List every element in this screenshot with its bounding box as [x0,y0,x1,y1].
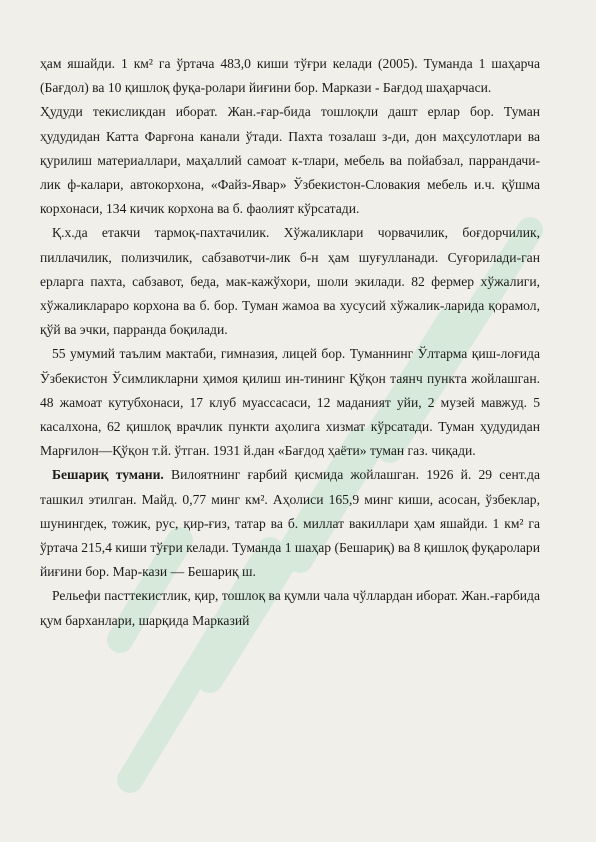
paragraph: Бешариқ тумани. Вилоятнинг ғарбий қисмида жойлашган. 1926 й. 29 сент.да ташкил этилган. Майд. 0,77 минг км². Аҳолиси 165,9 минг киши, асосан, ўзбеклар, шунингдек, тожик, рус, қир-ғиз, татар ва б. миллат вакиллари ҳам яшайди. 1 км² га ўртача 215,4 киши тўғри келади. Туманда 1 шаҳар (Бешариқ) ва 8 қишлоқ фуқаролари йиғини бор. Мар-кази — Бешариқ ш. [40,467,541,580]
paragraph: ҳам яшайди. 1 км² га ўртача 483,0 киши тўғри келади (2005). Туманда 1 шаҳарча (Бағдол) ва 10 қишлоқ фуқа-ролари йиғини бор. Маркази - Бағдод шаҳарчаси. [40,56,540,96]
paragraph: 55 умумий таълим мактаби, гимназия, лицей бор. Туманнинг Ўлтарма қиш-лоғида Ўзбекистон Ўсимликларни ҳимоя қилиш ин-тининг Қўқон таянч пункта жойлашган. 48 жамоат кутубхонаси, 17 клуб муассасаси, 12 маданият уйи, 2 музей мавжуд. 5 касалхона, 62 қишлоқ врачлик пункти аҳолига хизмат кўрсатади. Туман ҳудудидан Марғилон—Қўқон т.й. ўтган. 1931 й.дан «Бағдод ҳаёти» туман газ. чиқади. [40,346,540,459]
document-page [40,52,540,633]
paragraph: Ҳудуди текисликдан иборат. Жан.-ғар-бида тошлоқли дашт ерлар бор. Туман ҳудудидан Катта Фарғона канали ўтади. Пахта тозалаш з-ди, дон маҳсулотлари ва қурилиш материаллари, маҳаллий самоат к-тлари, мебель ва пойабзал, паррандачи-лик ф-калари, автокорхона, «Файз-Явар» Ўзбекистон-Словакия мебель и.ч. қўшма корхонаси, 134 кичик корхона ва б. фаолият кўрсатади. [40,104,540,217]
section-heading: Бешариқ тумани. [52,467,164,483]
paragraph: Рельефи пасттекистлик, қир, тошлоқ ва қумли чала чўллардан иборат. Жан.-ғарбида қум барханлари, шарқида Марказий [40,588,540,628]
paragraph: Қ.х.да етакчи тармоқ-пахтачилик. Хўжаликлари чорвачилик, боғдорчилик, пиллачилик, полизчилик, сабзавотчи-лик б-н ҳам шуғулланади. Суғорилади-ган ерларга пахта, сабзавот, беда, мак-кажўхори, шоли экилади. 82 фермер хўжалиги, хўжаликлараро корхона ва б. бор. Туман жамоа ва хусусий хўжалик-ларида қорамол, қўй ва эчки, парранда боқилади. [40,225,540,338]
